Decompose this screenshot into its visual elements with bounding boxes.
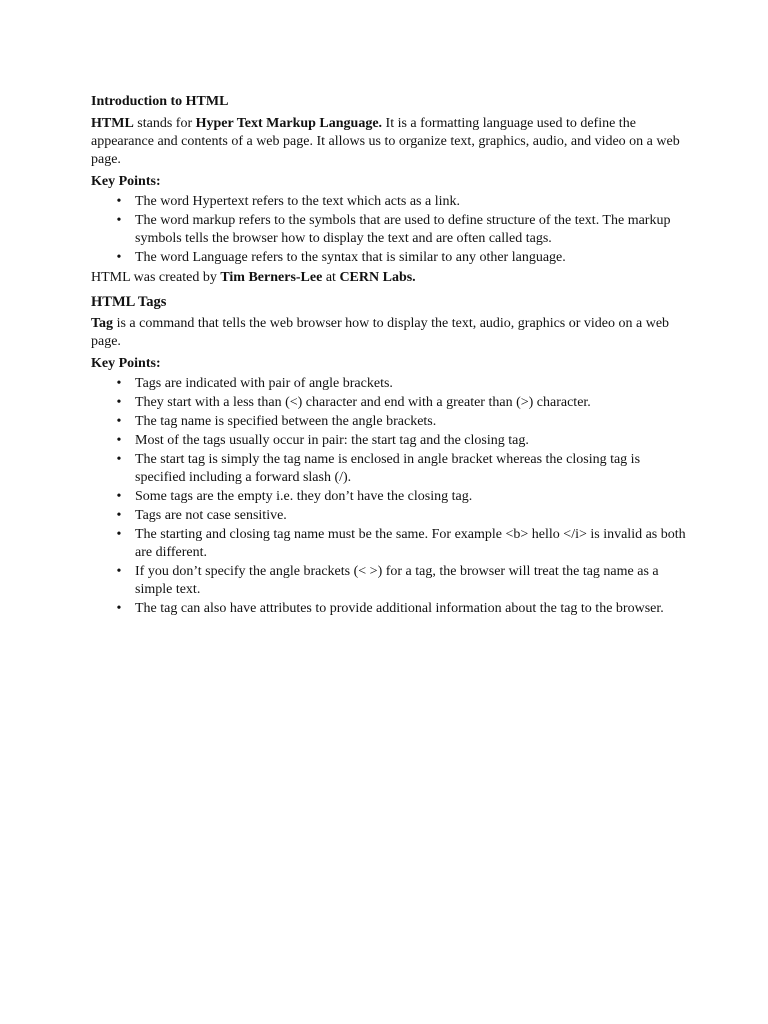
key-points-label-1: Key Points: — [91, 174, 161, 189]
list-item — [116, 375, 691, 393]
bullet-icon: • — [116, 433, 122, 448]
list-item-text: Tags are not case sensitive. — [135, 508, 287, 523]
bullet-icon: • — [116, 194, 122, 209]
key-points-list-2 — [91, 375, 691, 618]
paragraph-html-definition — [91, 115, 691, 169]
term-tag: Tag — [91, 316, 114, 331]
list-item — [116, 526, 691, 562]
list-item — [116, 563, 691, 599]
bullet-icon: • — [116, 489, 122, 504]
list-item-text: The start tag is simply the tag name is enclosed in angle bracket whereas the closing tag is specified including a forward slash (/). — [135, 452, 641, 485]
heading-intro: Introduction to HTML — [91, 94, 229, 109]
list-item — [116, 212, 691, 248]
bullet-icon: • — [116, 564, 122, 579]
bullet-icon: • — [116, 376, 122, 391]
list-item — [116, 193, 691, 211]
term-expansion: Hyper Text Markup Language. — [195, 116, 383, 131]
list-item-text: The word Hypertext refers to the text which acts as a link. — [135, 194, 461, 209]
paragraph-tag-definition — [91, 315, 691, 351]
key-points-label-2: Key Points: — [91, 356, 161, 371]
list-item-text: Most of the tags usually occur in pair: the start tag and the closing tag. — [135, 433, 529, 448]
bullet-icon: • — [116, 508, 122, 523]
list-item-text: The tag name is specified between the angle brackets. — [135, 414, 437, 429]
list-item-text: The tag can also have attributes to provide additional information about the tag to the browser. — [135, 601, 664, 616]
bullet-icon: • — [116, 250, 122, 265]
key-points-list-1 — [91, 193, 691, 267]
bullet-icon: • — [116, 527, 122, 542]
list-item — [116, 249, 691, 267]
paragraph-created-by — [91, 269, 691, 287]
text-stands-for: stands for — [133, 116, 196, 131]
list-item — [116, 413, 691, 431]
list-item — [116, 432, 691, 450]
heading-html-tags: HTML Tags — [91, 294, 167, 310]
bullet-icon: • — [116, 601, 122, 616]
text-html-description: It is a formatting language used to define the appearance and contents of a web page. It allows us to organize text, graphics, audio, and video on a web page. — [91, 116, 680, 167]
person-name: Tim Berners-Lee — [220, 270, 323, 285]
term-html: HTML — [91, 116, 134, 131]
list-item-text: Tags are indicated with pair of angle brackets. — [135, 376, 393, 391]
list-item-text: The starting and closing tag name must be the same. For example <b> hello </i> is invalid as both are different. — [135, 527, 686, 560]
bullet-icon: • — [116, 213, 122, 228]
text-created-by: HTML was created by — [91, 270, 221, 285]
list-item-text: The word markup refers to the symbols that are used to define structure of the text. The markup symbols tells the browser how to display the text and are often called tags. — [135, 213, 671, 246]
text-at: at — [322, 270, 340, 285]
list-item-text: They start with a less than (<) character and end with a greater than (>) character. — [135, 395, 591, 410]
org-name: CERN Labs. — [339, 270, 416, 285]
list-item-text: The word Language refers to the syntax that is similar to any other language. — [135, 250, 566, 265]
text-tag-description: is a command that tells the web browser how to display the text, audio, graphics or video on a web page. — [91, 316, 670, 349]
list-item — [116, 600, 691, 618]
bullet-icon: • — [116, 395, 122, 410]
list-item — [116, 507, 691, 525]
list-item-text: If you don’t specify the angle brackets (< >) for a tag, the browser will treat the tag name as a simple text. — [135, 564, 659, 597]
bullet-icon: • — [116, 414, 122, 429]
document-content — [91, 93, 691, 620]
list-item-text: Some tags are the empty i.e. they don’t have the closing tag. — [135, 489, 473, 504]
list-item — [116, 394, 691, 412]
list-item — [116, 451, 691, 487]
list-item — [116, 488, 691, 506]
bullet-icon: • — [116, 452, 122, 467]
